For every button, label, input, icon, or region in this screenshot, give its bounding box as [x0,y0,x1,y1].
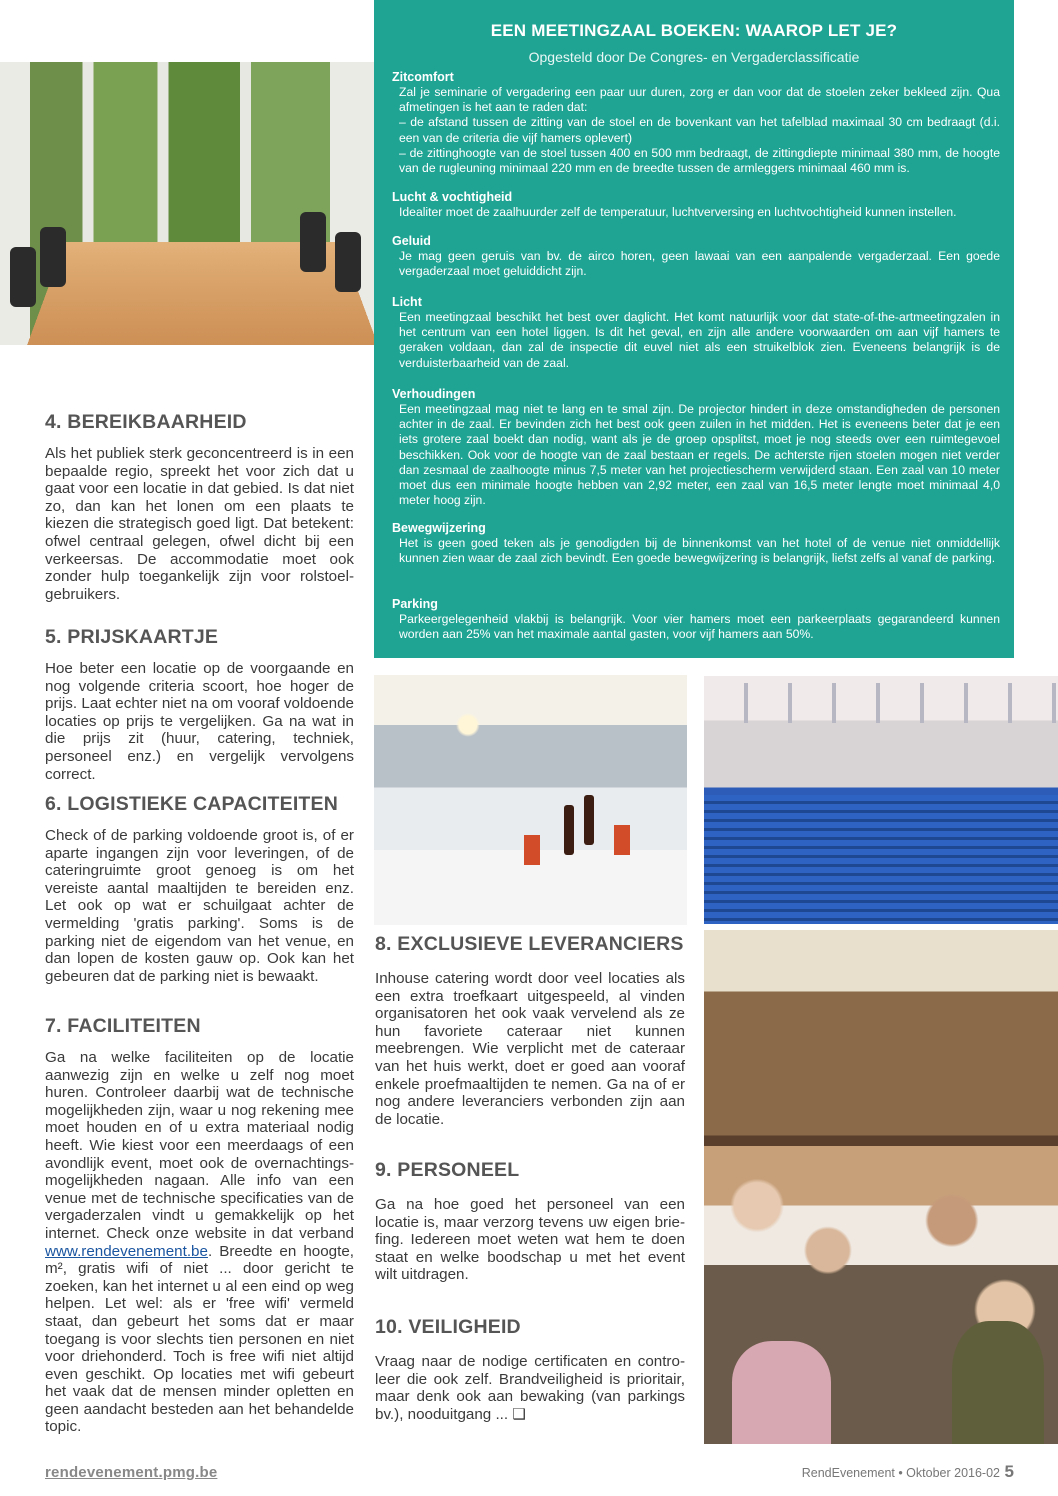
section-text: Als het publiek sterk geconcentreerd is in een bepaalde regio, spreekt het voor zich dat u gaat voor een locatie in dat gebied. Is dat niet zo, dan kan het lonen om een plaats te kiezen die strategisch goed ligt. Dat betekent: ofwel centraal gelegen, ofwel dicht bij een verkeersas. De accommodatie moet ook zonder hulp toegankelijk zijn voor rolstoel-gebruikers. [45,445,354,603]
text-part: Ga na welke faciliteiten op de locatie aanwezig zijn en welke u zelf nog moet huren. Controleer daarbij wat de technische mogelijkheden zijn, waar u nog rekening mee moet houden en of u extra materiaal nodig heeft. Wie kiest voor een meerdaags of een avondlijk event, moet ook de overnachtings-mogelijkheden nagaan. Alle info van een venue met de technische specificaties van de vergaderzalen vindt u gemakkelijk op het internet. Check onze website in dat verband [45,1049,354,1242]
footer-website-link[interactable]: rendevenement.pmg.be [45,1464,218,1481]
auditorium-photo [704,676,1058,924]
meeting-room-photo [0,62,375,345]
infobox-text: Zal je seminarie of vergadering een paar uur duren, zorg er dan voor dat de stoelen zeker bekleed zijn. Qua afmetingen is het aan te raden dat: – de afstand tussen de zitting van de stoel en de bovenkant van het tafelblad maximaal 30 cm bedraagt (d.i. een van de criteria die vijf hamers oplevert) – de zittinghoogte van de stoel tussen 400 en 500 mm bedraagt, de zittingdiepte minimaal 380 mm, de hoogte van de rugleuning minimaal 220 mm en de breedte tussen de armleggers minimaal 460 mm is. [399,85,1000,176]
dinner-venue-photo [374,675,687,925]
section-leveranciers [375,932,685,1128]
chair [10,247,36,307]
infobox-section-lucht [392,190,1000,220]
infobox-heading: Verhoudingen [392,387,476,401]
wine-bottle [564,805,574,855]
section-text: Check of de parking voldoende groot is, of er aparte ingangen zijn voor leveringen, of de cateringruimte groot genoeg is om het vereiste aantal maaltijden te bereiden enz. Let ook op wat er schuilgaat achter de vermelding 'gratis parking'. Soms is de parking niet de eigendom van het venue, en dan lopen de kosten gauw op. Ook kan het gebeuren dat de parking niet is bewaakt. [45,827,354,985]
infobox-heading: Parking [392,597,438,611]
page-number: 5 [1004,1462,1014,1481]
section-title: 9. PERSONEEL [375,1159,520,1181]
infobox-text: Parkeergelegenheid vlakbij is belangrijk. Voor vier hamers moet een parkeerplaats gegarandeerd kunnen worden aan 25% van het maximale aantal gasten, voor vijf hamers aan 50%. [399,612,1000,642]
auditorium-seats [704,795,1058,924]
infobox-heading: Licht [392,295,422,309]
text-part: . Breedte en hoogte, m², gratis wifi of niet ... door gericht te zoeken, kan het internet u al een eind op weg helpen. Let wel: als er 'free wifi' vermeld staat, dan gebeurt het soms dat er maar toegang is voor slechts tien personen en niet voor driehonderd. Toch is free wifi niet altijd even geschikt. Op locaties met wifi gebeurt het vaak dat de mensen minder opletten en geen aandacht besteden aan het behandelde topic. [45,1242,354,1436]
guest-figure [952,1321,1044,1444]
section-text [45,1049,354,1436]
section-bereikbaarheid [45,410,354,603]
section-title: 10. VEILIGHEID [375,1316,521,1338]
infobox-heading: Bewegwijzering [392,521,486,535]
infobox-heading: Lucht & vochtigheid [392,190,513,204]
infobox-text: Het is geen goed teken als je genodigden bij de binnenkomst van het hotel of de venue niet onmiddellijk kunnen zien waar de zaal zich bevindt. Een goede bewegwijzering is belangrijk, liefst zelfs al vanaf de parking. [399,536,1000,566]
section-logistiek [45,792,354,985]
infobox-section-zitcomfort [392,70,1000,176]
section-title: 4. BEREIKBAARHEID [45,411,247,433]
footer-publication: RendEvenement • Oktober 2016-02 [801,1466,1000,1480]
infobox-text: Idealiter moet de zaalhuurder zelf de temperatuur, luchtverversing en luchtvochtigheid kunnen instellen. [399,205,957,219]
chair [300,212,326,272]
section-veiligheid [375,1315,685,1423]
infobox-title: EEN MEETINGZAAL BOEKEN: WAAROP LET JE? [490,21,898,40]
infobox-section-geluid [392,234,1000,279]
infobox-text: Een meetingzaal beschikt het best over daglicht. Het komt natuurlijk voor dat state-of-the-artmeetingzalen in het centrum van een hotel liggen. Is dit het geval, en zijn alle andere voorwaarden om aan vijf hamers te geraken voldaan, dan zal de inspectie dit euvel niet als een struikelblok zien. Eveneens belangrijk is de verduisterbaarheid van de zaal. [399,310,1000,370]
section-personeel [375,1158,685,1284]
infobox-section-verhoudingen [392,387,1000,508]
meeting-room-checklist-box [374,0,1014,658]
section-title: 7. FACILITEITEN [45,1015,201,1037]
section-title: 6. LOGISTIEKE CAPACITEITEN [45,793,339,815]
chair [335,232,361,292]
table-card [524,835,540,865]
infobox-subtitle: Opgesteld door De Congres- en Vergaderclassificatie [528,49,860,65]
section-text: Ga na hoe goed het personeel van een locatie is, maar verzorg tevens uw eigen brie-fing. Iedereen moet weten wat hem te doen staat en welke boodschap u met het event wilt uitdragen. [375,1196,685,1284]
chair [40,227,66,287]
infobox-section-bewegwijzering [392,521,1000,566]
section-title: 8. EXCLUSIEVE LEVERANCIERS [375,933,684,955]
infobox-heading: Zitcomfort [392,70,454,84]
section-text: Vraag naar de nodige certificaten en contro-leer die ook zelf. Brandveiligheid is prioritair, maar denk ook aan bewaking (van parkings bv.), nooduitgang ... ❑ [375,1353,685,1423]
section-faciliteiten [45,1014,354,1436]
section-prijskaartje [45,625,354,783]
section-title: 5. PRIJSKAARTJE [45,626,219,648]
infobox-text: Je mag geen geruis van bv. de airco horen, geen lawaai van een aanpalende vergaderzaal. Een goede vergaderzaal moet geluiddicht zijn. [399,249,1000,279]
infobox-heading: Geluid [392,234,431,248]
stage-lights [704,683,1058,723]
guest-figure [732,1341,831,1444]
section-text: Hoe beter een locatie op de voorgaande en nog volgende criteria scoort, hoe hoger de prijs. Laat echter niet na om vooraf voldoende locaties op prijs te vergelijken. Ga na wat in die prijs zit (huur, catering, techniek, personeel enz.) en vergelijk vervolgens correct. [45,660,354,783]
section-text: Inhouse catering wordt door veel locaties als een extra troefkaart uitgespeeld, al vinden organisatoren het ook vaak vervelend als ze hun favoriete cateraar niet kunnen meebrengen. Wie verplicht met de cateraar van het huis werkt, doet er goed aan vooraf enkele proefmaaltijden te nemen. Ga na of er nog andere leveranciers verbonden zijn aan de locatie. [375,970,685,1128]
table-card [614,825,630,855]
infobox-text: Een meetingzaal mag niet te lang en te smal zijn. De projector hindert in deze omstandigheden de personen achter in de zaal. Er bevinden zich het best ook geen zuilen in het midden. Het is eveneens beter dat je een iets grotere zaal boekt dan nodig, want als je de groep opsplitst, moet je nog steeds over een ruimtegevoel beschikken. Ook voor de hoogte van de zaal bestaan er regels. De achterste rijen stoelen mogen niet verder dan zesmaal de zaalhoogte minus 7,5 meter van het projectiescherm verwijderd staan. Een zaal van 10 meter moet dus een minimale hoogte hebben van 2,92 meter, een zaal van 16,5 meter lengte moet minimaal 4,0 meter hoog zijn. [399,402,1000,508]
website-link[interactable]: www.rendevenement.be [45,1242,208,1260]
wine-bottle [584,795,594,845]
infobox-section-parking [392,597,1000,642]
gallery-banquet-photo [704,930,1058,1444]
infobox-section-licht [392,295,1000,371]
